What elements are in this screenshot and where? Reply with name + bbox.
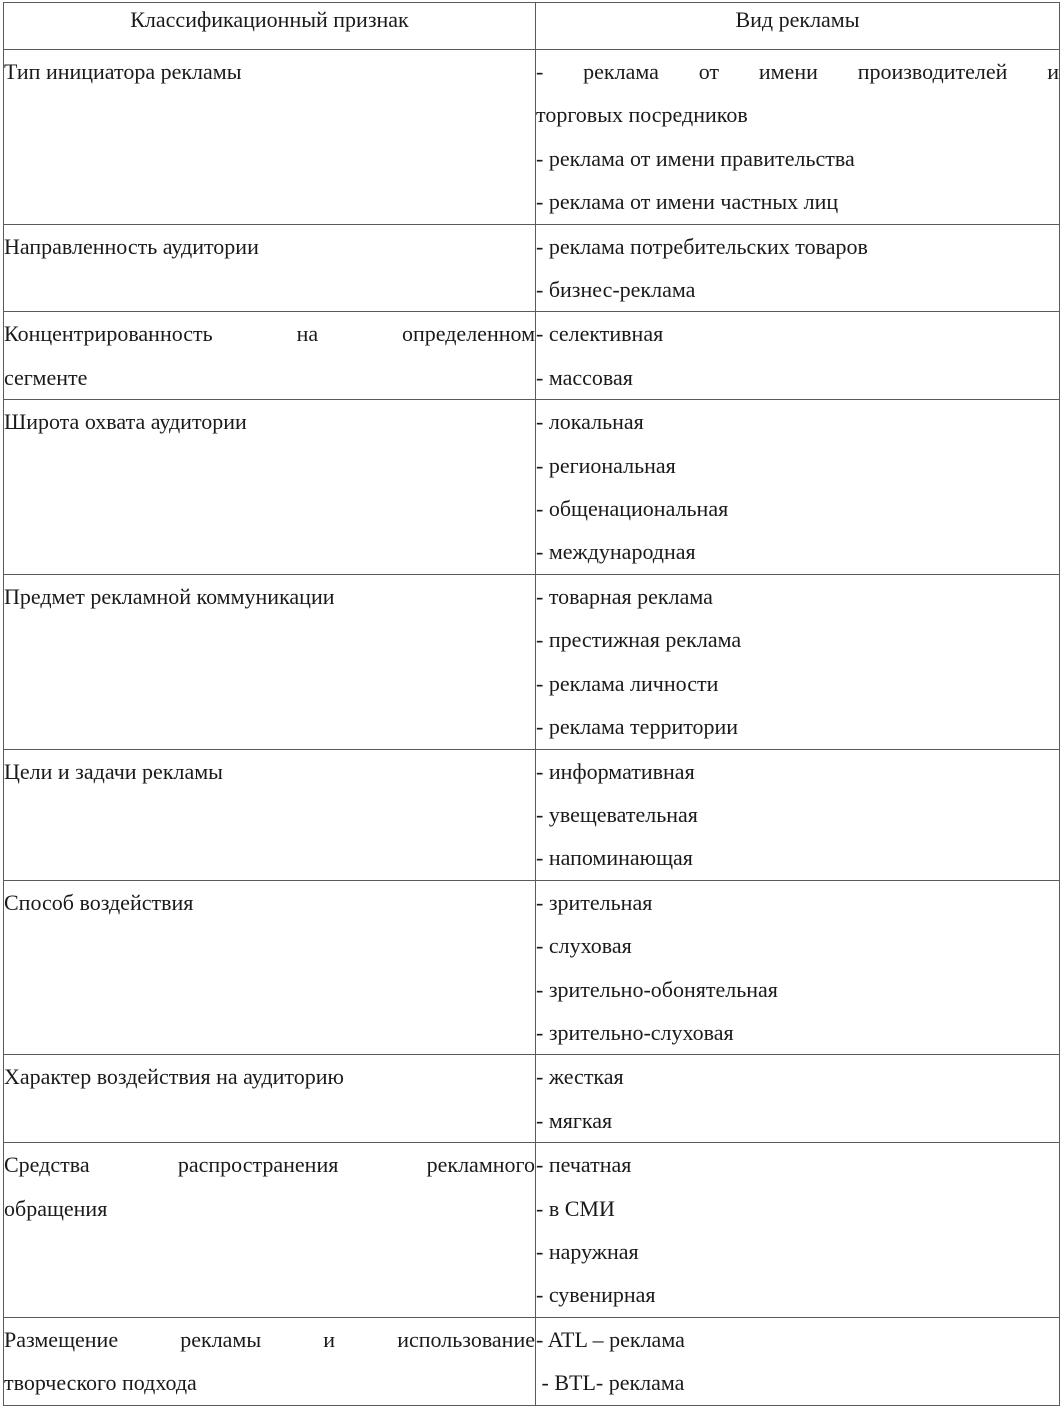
table-row — [4, 574, 1060, 749]
kind-item: - напоминающая — [536, 845, 693, 871]
kinds-cell — [536, 880, 1060, 1055]
table-row — [4, 50, 1060, 225]
kinds-cell — [536, 50, 1060, 225]
kind-item: - международная — [536, 539, 696, 565]
criterion-text: Широта охвата аудитории — [4, 409, 247, 435]
kind-item: - в СМИ — [536, 1195, 615, 1221]
kind-item: - массовая — [536, 364, 633, 390]
table-row — [4, 400, 1060, 575]
kind-item: - реклама личности — [536, 670, 719, 696]
table-row — [4, 749, 1060, 880]
kind-item: - печатная — [536, 1152, 632, 1178]
kind-item: - общенациональная — [536, 496, 729, 522]
kind-item: - BTL- реклама — [536, 1370, 685, 1396]
kind-item: - увещевательная — [536, 801, 698, 827]
criterion-text: Способ воздействия — [4, 889, 194, 915]
kinds-cell — [536, 400, 1060, 575]
kind-item: - информативная — [536, 758, 695, 784]
criterion-text: Характер воздействия на аудиторию — [4, 1064, 344, 1090]
table-header-row — [4, 3, 1060, 50]
kind-item: - жесткая — [536, 1064, 624, 1090]
criterion-cell — [4, 1317, 536, 1405]
kind-item: - реклама потребительских товаров — [536, 233, 868, 259]
table-row — [4, 1055, 1060, 1143]
kind-item: - зрительно-обонятельная — [536, 976, 778, 1002]
criterion-cell — [4, 312, 536, 400]
criterion-text: Предмет рекламной коммуникации — [4, 583, 335, 609]
criterion-cell — [4, 1143, 536, 1318]
kind-item: - бизнес-реклама — [536, 277, 696, 303]
criterion-text: Средства распространения рекламного — [4, 1152, 535, 1178]
kind-item: - селективная — [536, 321, 664, 347]
criterion-text: творческого подхода — [4, 1370, 197, 1396]
criterion-text: Направленность аудитории — [4, 233, 259, 259]
kinds-cell — [536, 574, 1060, 749]
criterion-cell — [4, 1055, 536, 1143]
kind-item: - региональная — [536, 452, 676, 478]
criterion-cell — [4, 749, 536, 880]
kinds-cell — [536, 1317, 1060, 1405]
kinds-cell — [536, 1055, 1060, 1143]
kind-item: - мягкая — [536, 1107, 613, 1133]
kind-item: - товарная реклама — [536, 583, 713, 609]
criterion-text: Размещение рекламы и использование — [4, 1326, 535, 1352]
kinds-cell — [536, 224, 1060, 312]
criterion-text: сегменте — [4, 364, 88, 390]
criterion-text: Концентрированность на определенном — [4, 321, 535, 347]
criterion-cell — [4, 880, 536, 1055]
kind-item: - реклама территории — [536, 714, 739, 740]
table-row — [4, 1317, 1060, 1405]
criterion-cell — [4, 400, 536, 575]
kind-item: - зрительно-слуховая — [536, 1019, 734, 1045]
table-row — [4, 1143, 1060, 1318]
kinds-cell — [536, 749, 1060, 880]
kind-item: - наружная — [536, 1238, 639, 1264]
kinds-cell — [536, 312, 1060, 400]
kind-item: торговых посредников — [536, 102, 748, 128]
table-row — [4, 880, 1060, 1055]
kind-item: - слуховая — [536, 933, 632, 959]
classification-table — [3, 2, 1060, 1406]
criterion-text: Тип инициатора рекламы — [4, 59, 242, 84]
criterion-cell — [4, 50, 536, 225]
criterion-text: Цели и задачи рекламы — [4, 758, 223, 784]
header-kind: Вид рекламы — [536, 3, 1060, 50]
criterion-cell — [4, 224, 536, 312]
criterion-text: обращения — [4, 1195, 108, 1221]
kinds-cell — [536, 1143, 1060, 1318]
kind-item: - локальная — [536, 409, 644, 435]
criterion-cell — [4, 574, 536, 749]
kind-item: - реклама от имени частных лиц — [536, 189, 839, 215]
header-criterion: Классификационный признак — [4, 3, 536, 50]
kind-item: - реклама от имени правительства — [536, 145, 855, 171]
table-row — [4, 224, 1060, 312]
kind-item: - реклама от имени производителей и — [536, 59, 1059, 84]
kind-item: - сувенирная — [536, 1282, 656, 1308]
kind-item: - престижная реклама — [536, 627, 742, 653]
table-row — [4, 312, 1060, 400]
kind-item: - зрительная — [536, 889, 653, 915]
kind-item: - ATL – реклама — [536, 1326, 685, 1352]
